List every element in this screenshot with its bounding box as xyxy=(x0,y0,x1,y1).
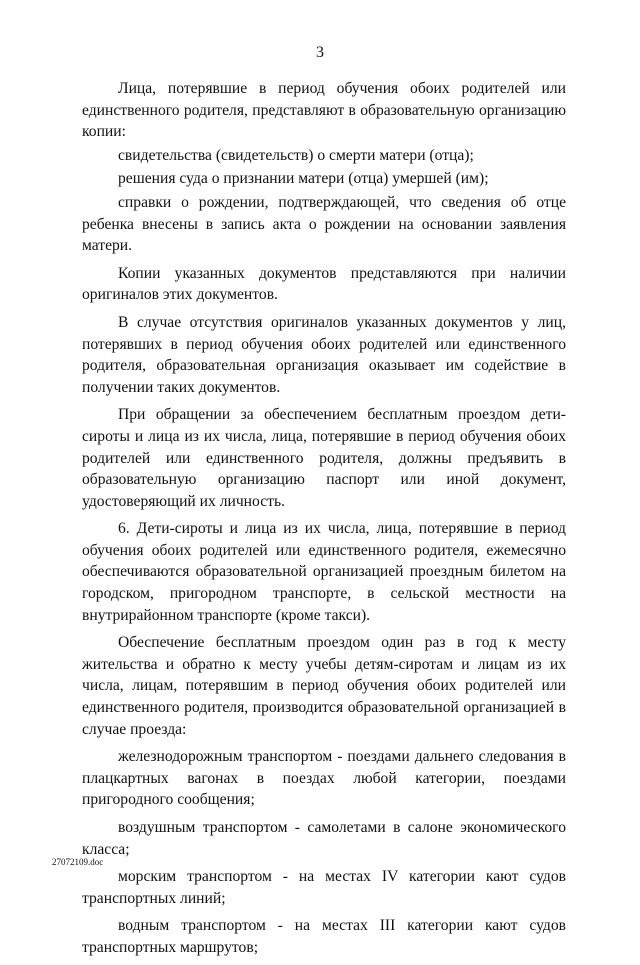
paragraph-missing-originals: В случае отсутствия оригиналов указанных документов у лиц, потерявших в период обучения обоих родителей или единственного родителя, образовательная организация оказывает им содействие в получении таких документов. xyxy=(82,313,566,396)
document-body xyxy=(82,78,566,965)
paragraph-identity-document: При обращении за обеспечением бесплатным проездом дети-сироты и лица из их числа, лица, потерявшие в период обучения обоих родителей или единственного родителя, должны предъявить в образовательную организацию паспорт или иной документ, удостоверяющий их личность. xyxy=(82,406,566,510)
list-item-railway-transport: железнодорожным транспортом - поездами дальнего следования в плацкартных вагонах в поездах любой категории, поездами пригородного сообщения; xyxy=(82,748,566,809)
list-item-sea-transport: морским транспортом - на местах IV категории кают судов транспортных линий; xyxy=(82,868,566,907)
list-item-water-transport: водным транспортом - на местах III категории кают судов транспортных маршрутов; xyxy=(82,917,566,956)
paragraph-orphans-copies-intro: Лица, потерявшие в период обучения обоих родителей или единственного родителя, представляют в образовательную организацию копии: xyxy=(82,80,566,141)
paragraph-copies-with-originals: Копии указанных документов представляются при наличии оригиналов этих документов. xyxy=(82,264,566,304)
list-item-court-decision: решения суда о признании матери (отца) умершей (им); xyxy=(118,170,489,188)
list-item-death-certificate: свидетельства (свидетельств) о смерти матери (отца); xyxy=(118,146,474,164)
paragraph-section-6-monthly-pass: 6. Дети-сироты и лица из их числа, лица, потерявшие в период обучения обоих родителей или единственного родителя, ежемесячно обеспечиваются образовательной организацией проездным билетом на городском, пригородном транспорте, в сельской местности на внутрирайонном транспорте (кроме такси). xyxy=(82,520,566,624)
footer-filename: 27072109.doc xyxy=(52,857,104,867)
list-item-air-transport: воздушным транспортом - самолетами в салоне экономического класса; xyxy=(82,819,566,858)
page-number: 3 xyxy=(316,44,324,61)
list-item-birth-certificate: справки о рождении, подтверждающей, что сведения об отце ребенка внесены в запись акта о рождении на основании заявления матери. xyxy=(82,193,566,255)
paragraph-annual-travel: Обеспечение бесплатным проездом один раз в год к месту жительства и обратно к месту учебы детям-сиротам и лицам из их числа, лицам, потерявшим в период обучения обоих родителей или единственного родителя, производится образовательной организацией в случае проезда: xyxy=(82,634,566,738)
